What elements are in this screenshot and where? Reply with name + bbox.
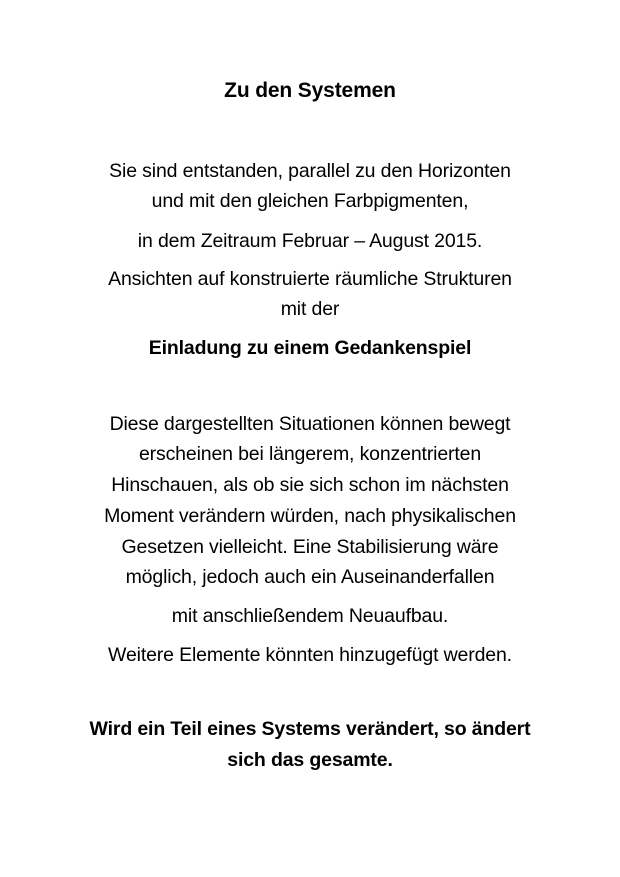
intro-line: in dem Zeitraum Februar – August 2015. xyxy=(137,230,483,252)
intro-line: Sie sind entstanden, parallel zu den Horizonten xyxy=(109,160,511,182)
conclusion-line: sich das gesamte. xyxy=(227,749,393,771)
body-line: Weitere Elemente könnten hinzugefügt werden. xyxy=(108,644,512,666)
intro-line: Ansichten auf konstruierte räumliche Strukturen xyxy=(108,268,512,290)
intro-line: mit der xyxy=(280,298,340,320)
body-line: möglich, jedoch auch ein Auseinanderfallen xyxy=(125,566,495,588)
invitation-heading: Einladung zu einem Gedankenspiel xyxy=(148,337,472,359)
body-line: erscheinen bei längerem, konzentrierten xyxy=(138,443,482,465)
body-line: Gesetzen vielleicht. Eine Stabilisierung wäre xyxy=(121,536,499,558)
conclusion-line: Wird ein Teil eines Systems verändert, so ändert xyxy=(89,718,531,740)
page-title: Zu den Systemen xyxy=(224,79,396,102)
body-line: Diese dargestellten Situationen können bewegt xyxy=(109,413,511,435)
body-line: mit anschließendem Neuaufbau. xyxy=(171,605,449,627)
intro-line: und mit den gleichen Farbpigmenten, xyxy=(151,190,469,212)
body-line: Hinschauen, als ob sie sich schon im nächsten xyxy=(111,474,509,496)
body-line: Moment verändern würden, nach physikalischen xyxy=(104,505,516,527)
